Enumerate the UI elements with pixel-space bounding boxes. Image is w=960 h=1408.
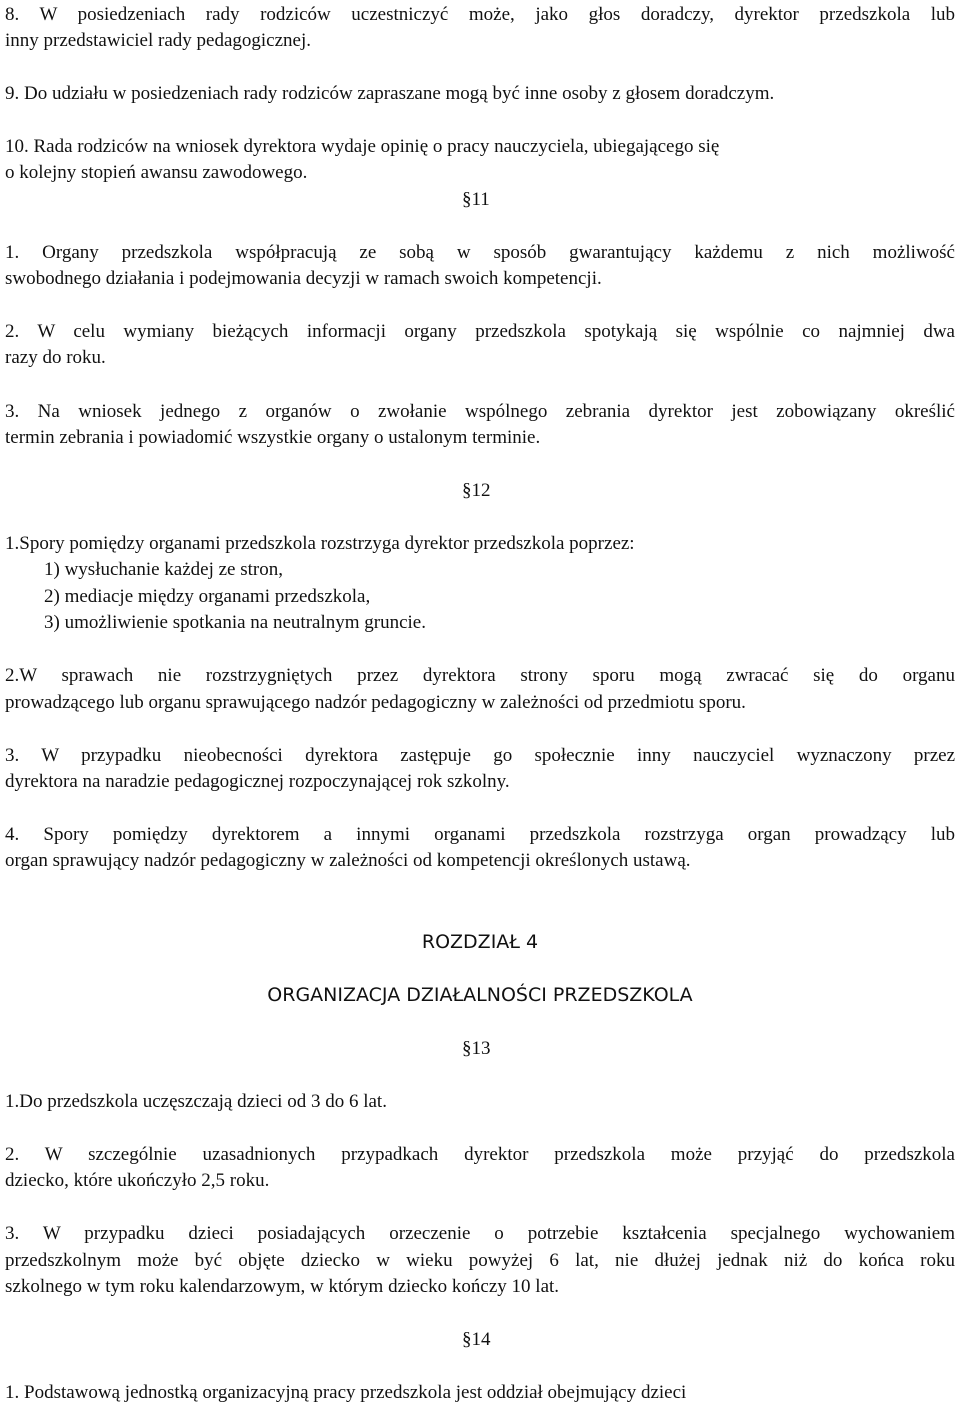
paragraph-line: 2.W sprawach nie rozstrzygniętych przez dyrektora strony sporu mogą zwracać się do organu [5,665,955,686]
paragraph-line: 8. W posiedzeniach rady rodziców uczestniczyć może, jako głos doradczy, dyrektor przedszkola lub [5,4,955,25]
paragraph-line: 3. Na wniosek jednego z organów o zwołanie wspólnego zebrania dyrektor jest zobowiązany określić [5,401,955,422]
paragraph-line: 1.Spory pomiędzy organami przedszkola rozstrzyga dyrektor przedszkola poprzez: [5,533,635,554]
paragraph-line: 1.Do przedszkola uczęszczają dzieci od 3 do 6 lat. [5,1091,387,1112]
paragraph-line: inny przedstawiciel rady pedagogicznej. [5,30,311,51]
paragraph-line: przedszkolnym może być objęte dziecko w wieku powyżej 6 lat, nie dłużej jednak niż do końca roku [5,1250,955,1271]
list-item: 1) wysłuchanie każdej ze stron, [44,559,283,580]
paragraph-line: 9. Do udziału w posiedzeniach rady rodziców zapraszane mogą być inne osoby z głosem doradczym. [5,83,775,104]
section-sign-icon: § [462,1038,472,1059]
paragraph-line: szkolnego w tym roku kalendarzowym, w którym dziecko kończy 10 lat. [5,1276,560,1297]
section-marker-11: §11 [462,189,490,210]
section-sign-icon: § [462,189,472,210]
paragraph-line: 2. W celu wymiany bieżących informacji organy przedszkola spotykają się wspólnie co najmniej dwa [5,321,955,342]
list-item: 3) umożliwienie spotkania na neutralnym gruncie. [44,612,426,633]
section-sign-icon: § [462,480,472,501]
paragraph-line: 1. Organy przedszkola współpracują ze sobą w sposób gwarantujący każdemu z nich możliwość [5,242,955,263]
paragraph-line: organ sprawujący nadzór pedagogiczny w zależności od kompetencji określonych ustawą. [5,850,691,871]
paragraph-line: 2. W szczególnie uzasadnionych przypadkach dyrektor przedszkola może przyjąć do przedszkola [5,1144,955,1165]
paragraph-line: 4. Spory pomiędzy dyrektorem a innymi organami przedszkola rozstrzyga organ prowadzący lub [5,824,955,845]
paragraph-line: 3. W przypadku nieobecności dyrektora zastępuje go społecznie inny nauczyciel wyznaczony przez [5,745,955,766]
list-item: 2) mediacje między organami przedszkola, [44,586,371,607]
section-sign-icon: § [462,1329,472,1350]
paragraph-line: prowadzącego lub organu sprawującego nadzór pedagogiczny w zależności od przedmiotu sporu. [5,692,746,713]
paragraph-line: o kolejny stopień awansu zawodowego. [5,162,308,183]
paragraph-line: dyrektora na naradzie pedagogicznej rozpoczynającej rok szkolny. [5,771,510,792]
paragraph-line: 3. W przypadku dzieci posiadających orzeczenie o potrzebie kształcenia specjalnego wychowaniem [5,1223,955,1244]
paragraph-line: razy do roku. [5,347,106,368]
section-marker-13: §13 [462,1038,491,1059]
paragraph-line: dziecko, które ukończyło 2,5 roku. [5,1170,270,1191]
paragraph-line: 10. Rada rodziców na wniosek dyrektora wydaje opinię o pracy nauczyciela, ubiegającego się [5,136,720,157]
chapter-heading: ROZDZIAŁ 4 [421,931,539,953]
paragraph-line: 1. Podstawową jednostką organizacyjną pracy przedszkola jest oddział obejmujący dzieci [5,1382,687,1403]
chapter-title: ORGANIZACJA DZIAŁALNOŚCI PRZEDSZKOLA [267,984,693,1006]
paragraph-line: termin zebrania i powiadomić wszystkie organy o ustalonym terminie. [5,427,541,448]
section-marker-12: §12 [462,480,491,501]
paragraph-line: swobodnego działania i podejmowania decyzji w ramach swoich kompetencji. [5,268,602,289]
section-marker-14: §14 [462,1329,491,1350]
